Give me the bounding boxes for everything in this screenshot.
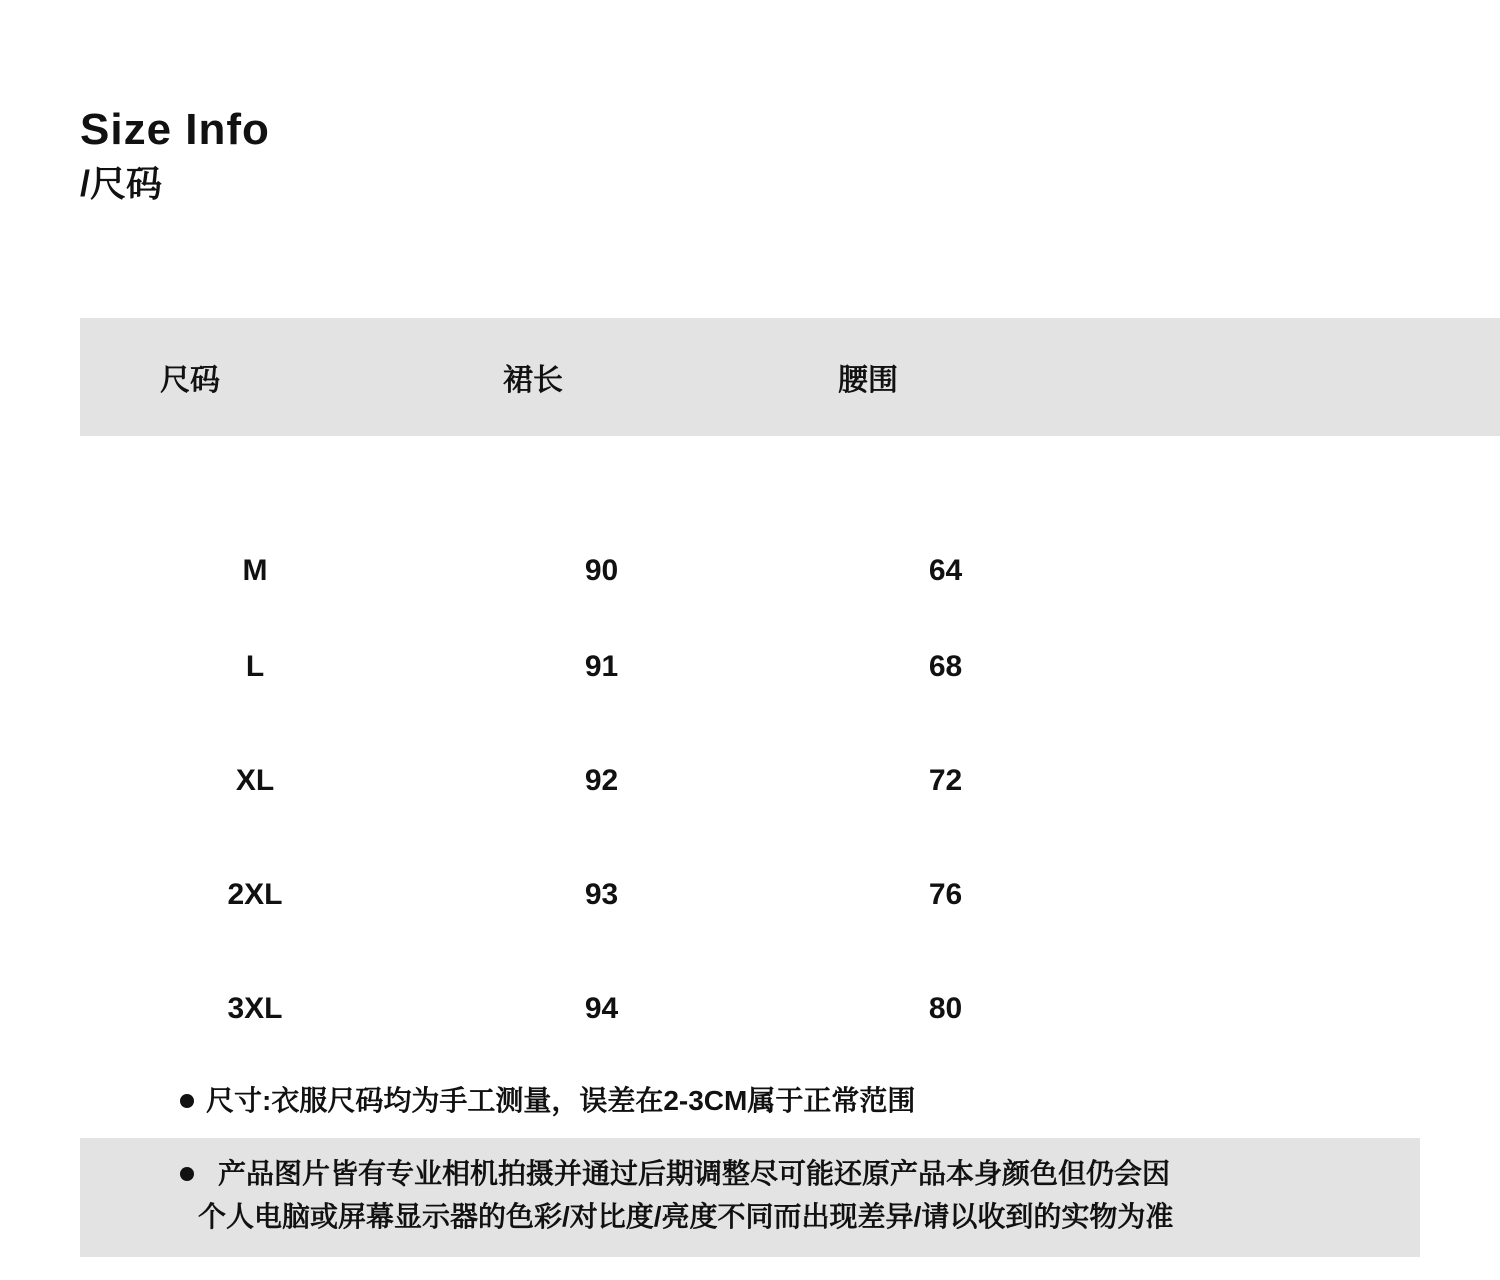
table-row xyxy=(80,436,1500,610)
cell-empty xyxy=(1118,952,1500,1066)
page-title-sub: /尺码 xyxy=(80,163,163,204)
cell-empty xyxy=(1118,724,1500,838)
note-color-block xyxy=(80,1138,1420,1257)
cell-waist: 80 xyxy=(928,992,963,1025)
cell-waist: 72 xyxy=(928,764,963,797)
page-title-main: Size Info xyxy=(80,105,270,154)
bullet-icon xyxy=(180,1094,194,1108)
table-row xyxy=(80,610,1500,724)
cell-skirt-length: 91 xyxy=(584,650,619,683)
cell-skirt-length: 93 xyxy=(584,878,619,911)
note-color-line1 xyxy=(80,1152,1420,1195)
cell-empty xyxy=(1118,436,1500,610)
cell-empty xyxy=(1118,610,1500,724)
column-header-waist: 腰围 xyxy=(838,364,898,397)
table-row xyxy=(80,952,1500,1066)
cell-size: 2XL xyxy=(227,878,283,911)
column-header-size: 尺码 xyxy=(160,364,220,397)
cell-waist: 64 xyxy=(928,554,963,587)
bullet-icon xyxy=(180,1167,194,1181)
cell-size: L xyxy=(245,650,265,683)
cell-size: M xyxy=(242,554,268,587)
cell-empty xyxy=(1118,838,1500,952)
cell-skirt-length: 90 xyxy=(584,554,619,587)
notes-section xyxy=(80,1080,1420,1257)
note-measurement xyxy=(80,1080,1420,1122)
note-measurement-text: 尺寸:衣服尺码均为手工测量，误差在2-3CM属于正常范围 xyxy=(206,1085,916,1116)
cell-skirt-length: 94 xyxy=(584,992,619,1025)
size-chart-head xyxy=(80,318,1500,436)
cell-skirt-length: 92 xyxy=(584,764,619,797)
table-header-row xyxy=(80,318,1500,436)
note-color-line2: 个人电脑或屏幕显示器的色彩/对比度/亮度不同而出现差异/请以收到的实物为准 xyxy=(198,1201,1174,1233)
cell-size: 3XL xyxy=(227,992,283,1025)
note-color-line1-text: 产品图片皆有专业相机拍摄并通过后期调整尽可能还原产品本身颜色但仍会因 xyxy=(218,1158,1171,1189)
column-header-skirt-length: 裙长 xyxy=(503,364,563,397)
size-chart-table xyxy=(80,318,1500,1066)
page-title xyxy=(80,105,270,204)
size-chart-body xyxy=(80,436,1500,1066)
cell-size: XL xyxy=(235,764,275,797)
cell-waist: 76 xyxy=(928,878,963,911)
cell-waist: 68 xyxy=(928,650,963,683)
table-row xyxy=(80,838,1500,952)
column-header-empty xyxy=(1118,318,1500,436)
table-row xyxy=(80,724,1500,838)
